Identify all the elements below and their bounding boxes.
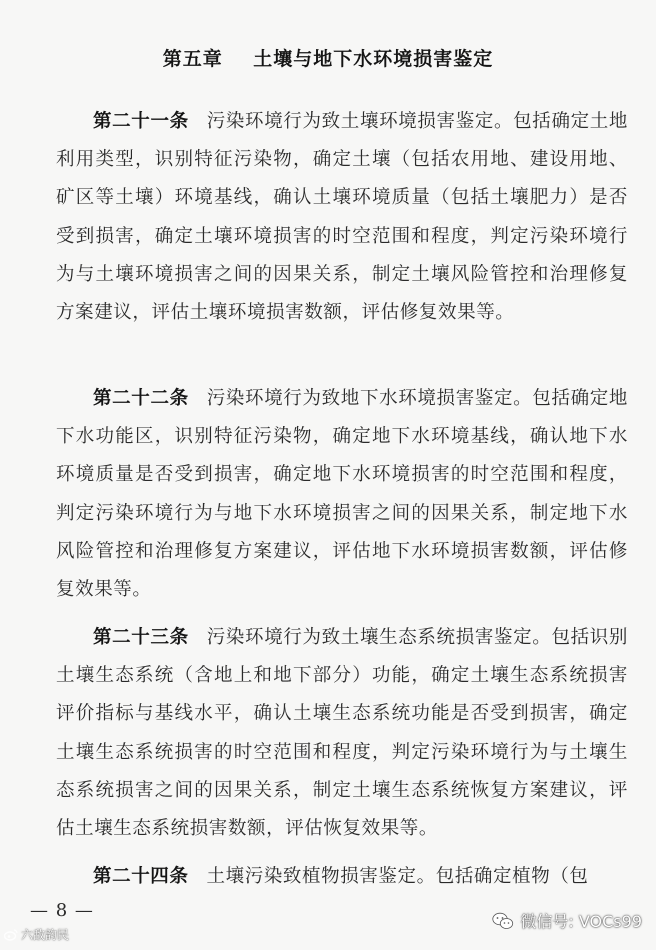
- watermark-right-text: 微信号: VOCs99: [520, 912, 642, 931]
- article-24: [56, 858, 628, 896]
- watermark-left-text: 六敌韵民: [21, 928, 70, 942]
- watermark-left: [4, 926, 69, 943]
- wechat-icon: [492, 912, 514, 930]
- chapter-title: 第五章 土壤与地下水环境损害鉴定: [162, 48, 494, 70]
- watermark-right: [492, 909, 642, 932]
- article-23-body: 污染环境行为致土壤生态系统损害鉴定。包括识别土壤生态系统（含地上和地下部分）功能，确定土壤生态系统损害评价指标与基线水平，确认土壤生态系统功能是否受到损害，确定土壤生态系统损害的时空范围和程度，判定污染环境行为与土壤生态系统损害之间的因果关系，制定土壤生态系统恢复方案建议，评估土壤生态系统损害数额，评估恢复效果等。: [56, 627, 628, 840]
- article-21-heading: 第二十一条: [93, 111, 189, 132]
- article-24-body: 土壤污染致植物损害鉴定。包括确定植物（包: [206, 866, 589, 887]
- article-22-heading: 第二十二条: [93, 388, 189, 409]
- article-23: [56, 619, 628, 848]
- article-22-body: 污染环境行为致地下水环境损害鉴定。包括确定地下水功能区，识别特征污染物，确定地下水环境基线，确认地下水环境质量是否受到损害，确定地下水环境损害的时空范围和程度，判定污染环境行为与地下水环境损害之间的因果关系，制定地下水风险管控和治理修复方案建议，评估地下水环境损害数额，评估修复效果等。: [56, 388, 628, 601]
- article-24-heading: 第二十四条: [93, 866, 189, 887]
- article-23-heading: 第二十三条: [93, 627, 189, 648]
- article-21: [56, 103, 628, 332]
- article-21-body: 污染环境行为致土壤环境损害鉴定。包括确定土地利用类型，识别特征污染物，确定土壤（包括农用地、建设用地、矿区等土壤）环境基线，确认土壤环境质量（包括土壤肥力）是否受到损害，确定土壤环境损害的时空范围和程度，判定污染环境行为与土壤环境损害之间的因果关系，制定土壤风险管控和治理修复方案建议，评估土壤环境损害数额，评估修复效果等。: [56, 111, 628, 324]
- article-22: [56, 380, 628, 609]
- page-number: — 8 —: [30, 900, 94, 921]
- weibo-icon: [4, 929, 18, 941]
